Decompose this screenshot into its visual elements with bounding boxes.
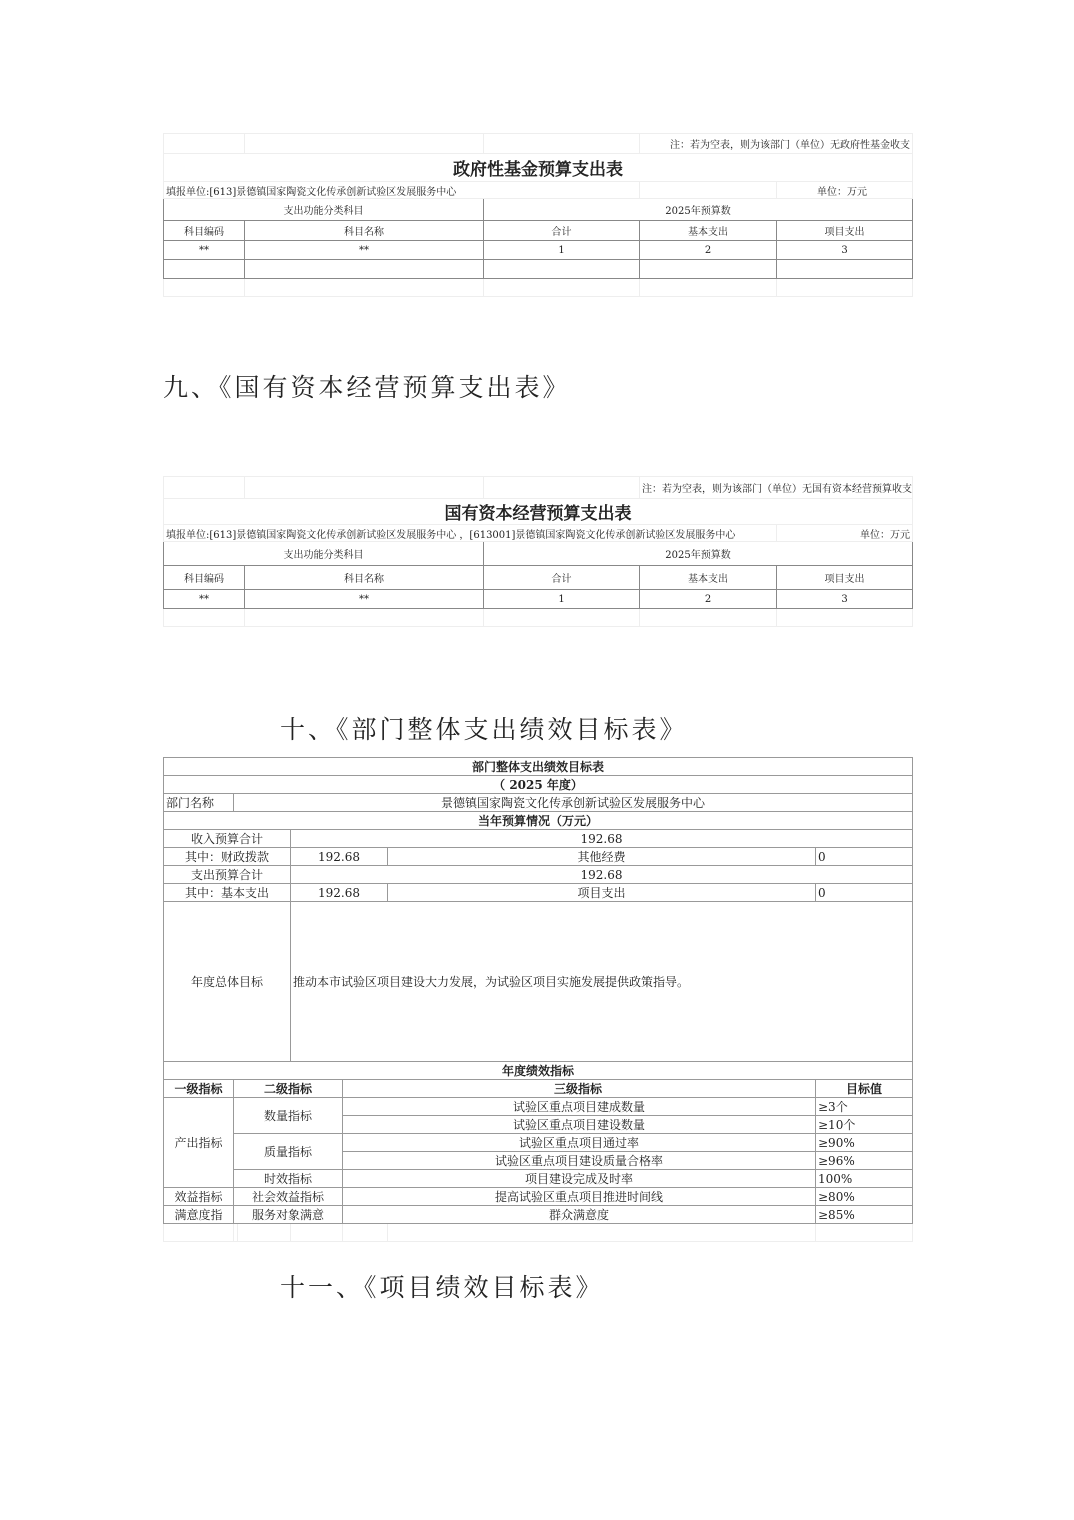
table-title: 部门整体支出绩效目标表 [164, 758, 913, 776]
table-cell: ** [245, 241, 484, 260]
level3-indicator: 提高试验区重点项目推进时间线 [343, 1188, 816, 1206]
target-value: ≥10个 [816, 1116, 913, 1134]
dept-name: 景德镇国家陶瓷文化传承创新试验区发展服务中心 [234, 794, 913, 812]
column-header: 三级指标 [343, 1080, 816, 1098]
goal-text: 推动本市试验区项目建设大力发展，为试验区项目实施发展提供政策指导。 [291, 902, 913, 1062]
table-title: 国有资本经营预算支出表 [164, 499, 913, 525]
group-header: 支出功能分类科目 [164, 199, 484, 221]
group-header: 2025年预算数 [484, 542, 913, 566]
reporting-unit: 填报单位:[613]景德镇国家陶瓷文化传承创新试验区发展服务中心 ，[613001]景德镇国家陶瓷文化传承创新试验区发展服务中心 [164, 525, 777, 542]
table-cell: 3 [777, 590, 913, 609]
unit-label: 单位：万元 [777, 525, 913, 542]
target-value: ≥96% [816, 1152, 913, 1170]
level2-indicator: 数量指标 [234, 1098, 343, 1134]
level2-indicator: 时效指标 [234, 1170, 343, 1188]
column-header: 一级指标 [164, 1080, 234, 1098]
column-header: 基本支出 [640, 221, 777, 241]
budget-header: 当年预算情况（万元） [164, 812, 913, 830]
column-header: 科目编码 [164, 566, 245, 590]
level3-indicator: 群众满意度 [343, 1206, 816, 1224]
level2-indicator: 服务对象满意 [234, 1206, 343, 1224]
target-value: ≥3个 [816, 1098, 913, 1116]
level3-indicator: 试验区重点项目建成数量 [343, 1098, 816, 1116]
project-label: 项目支出 [388, 884, 816, 902]
table-cell: 1 [484, 590, 640, 609]
table-cell: 3 [777, 241, 913, 260]
table-cell: ** [164, 590, 245, 609]
dept-label: 部门名称 [164, 794, 234, 812]
level3-indicator: 试验区重点项目通过率 [343, 1134, 816, 1152]
table-note: 注：若为空表，则为该部门（单位）无国有资本经营预算收支 [640, 477, 913, 499]
fiscal-label: 其中：财政拨款 [164, 848, 291, 866]
column-header: 科目名称 [245, 566, 484, 590]
column-header: 科目编码 [164, 221, 245, 241]
basic-value: 192.68 [291, 884, 388, 902]
level2-indicator: 质量指标 [234, 1134, 343, 1170]
target-value: 100% [816, 1170, 913, 1188]
column-header: 合计 [484, 566, 640, 590]
target-value: ≥85% [816, 1206, 913, 1224]
group-header: 2025年预算数 [484, 199, 913, 221]
income-total: 192.68 [291, 830, 913, 848]
other-value: 0 [816, 848, 913, 866]
expense-total-label: 支出预算合计 [164, 866, 291, 884]
target-value: ≥90% [816, 1134, 913, 1152]
level3-indicator: 试验区重点项目建设数量 [343, 1116, 816, 1134]
level1-indicator: 满意度指 [164, 1206, 234, 1224]
table-note: 注：若为空表，则为该部门（单位）无政府性基金收支 [640, 134, 913, 154]
target-value: ≥80% [816, 1188, 913, 1206]
group-header: 支出功能分类科目 [164, 542, 484, 566]
column-header: 合计 [484, 221, 640, 241]
level2-indicator: 社会效益指标 [234, 1188, 343, 1206]
table-cell: 2 [640, 241, 777, 260]
gov-fund-table [163, 133, 913, 297]
level1-indicator: 效益指标 [164, 1188, 234, 1206]
goal-label: 年度总体目标 [164, 902, 291, 1062]
table-cell: 1 [484, 241, 640, 260]
table-cell: ** [164, 241, 245, 260]
state-capital-table [163, 476, 913, 627]
column-header: 项目支出 [777, 221, 913, 241]
column-header: 科目名称 [245, 221, 484, 241]
reporting-unit: 填报单位:[613]景德镇国家陶瓷文化传承创新试验区发展服务中心 [164, 182, 640, 199]
level3-indicator: 项目建设完成及时率 [343, 1170, 816, 1188]
column-header: 基本支出 [640, 566, 777, 590]
table-title: 政府性基金预算支出表 [164, 154, 913, 182]
table-cell: ** [245, 590, 484, 609]
other-label: 其他经费 [388, 848, 816, 866]
project-value: 0 [816, 884, 913, 902]
fiscal-value: 192.68 [291, 848, 388, 866]
column-header: 目标值 [816, 1080, 913, 1098]
basic-label: 其中：基本支出 [164, 884, 291, 902]
column-header: 项目支出 [777, 566, 913, 590]
perf-header: 年度绩效指标 [164, 1062, 913, 1080]
unit-label: 单位：万元 [777, 182, 913, 199]
section-heading-9: 九、《国有资本经营预算支出表》 [163, 373, 571, 402]
level3-indicator: 试验区重点项目建设质量合格率 [343, 1152, 816, 1170]
section-heading-11: 十一、《项目绩效目标表》 [280, 1273, 604, 1302]
table-cell: 2 [640, 590, 777, 609]
expense-total: 192.68 [291, 866, 913, 884]
performance-target-table [163, 757, 913, 1242]
income-total-label: 收入预算合计 [164, 830, 291, 848]
level1-indicator: 产出指标 [164, 1098, 234, 1188]
section-heading-10: 十、《部门整体支出绩效目标表》 [280, 715, 688, 744]
column-header: 二级指标 [234, 1080, 343, 1098]
table-year: （ 2025 年度） [164, 776, 913, 794]
